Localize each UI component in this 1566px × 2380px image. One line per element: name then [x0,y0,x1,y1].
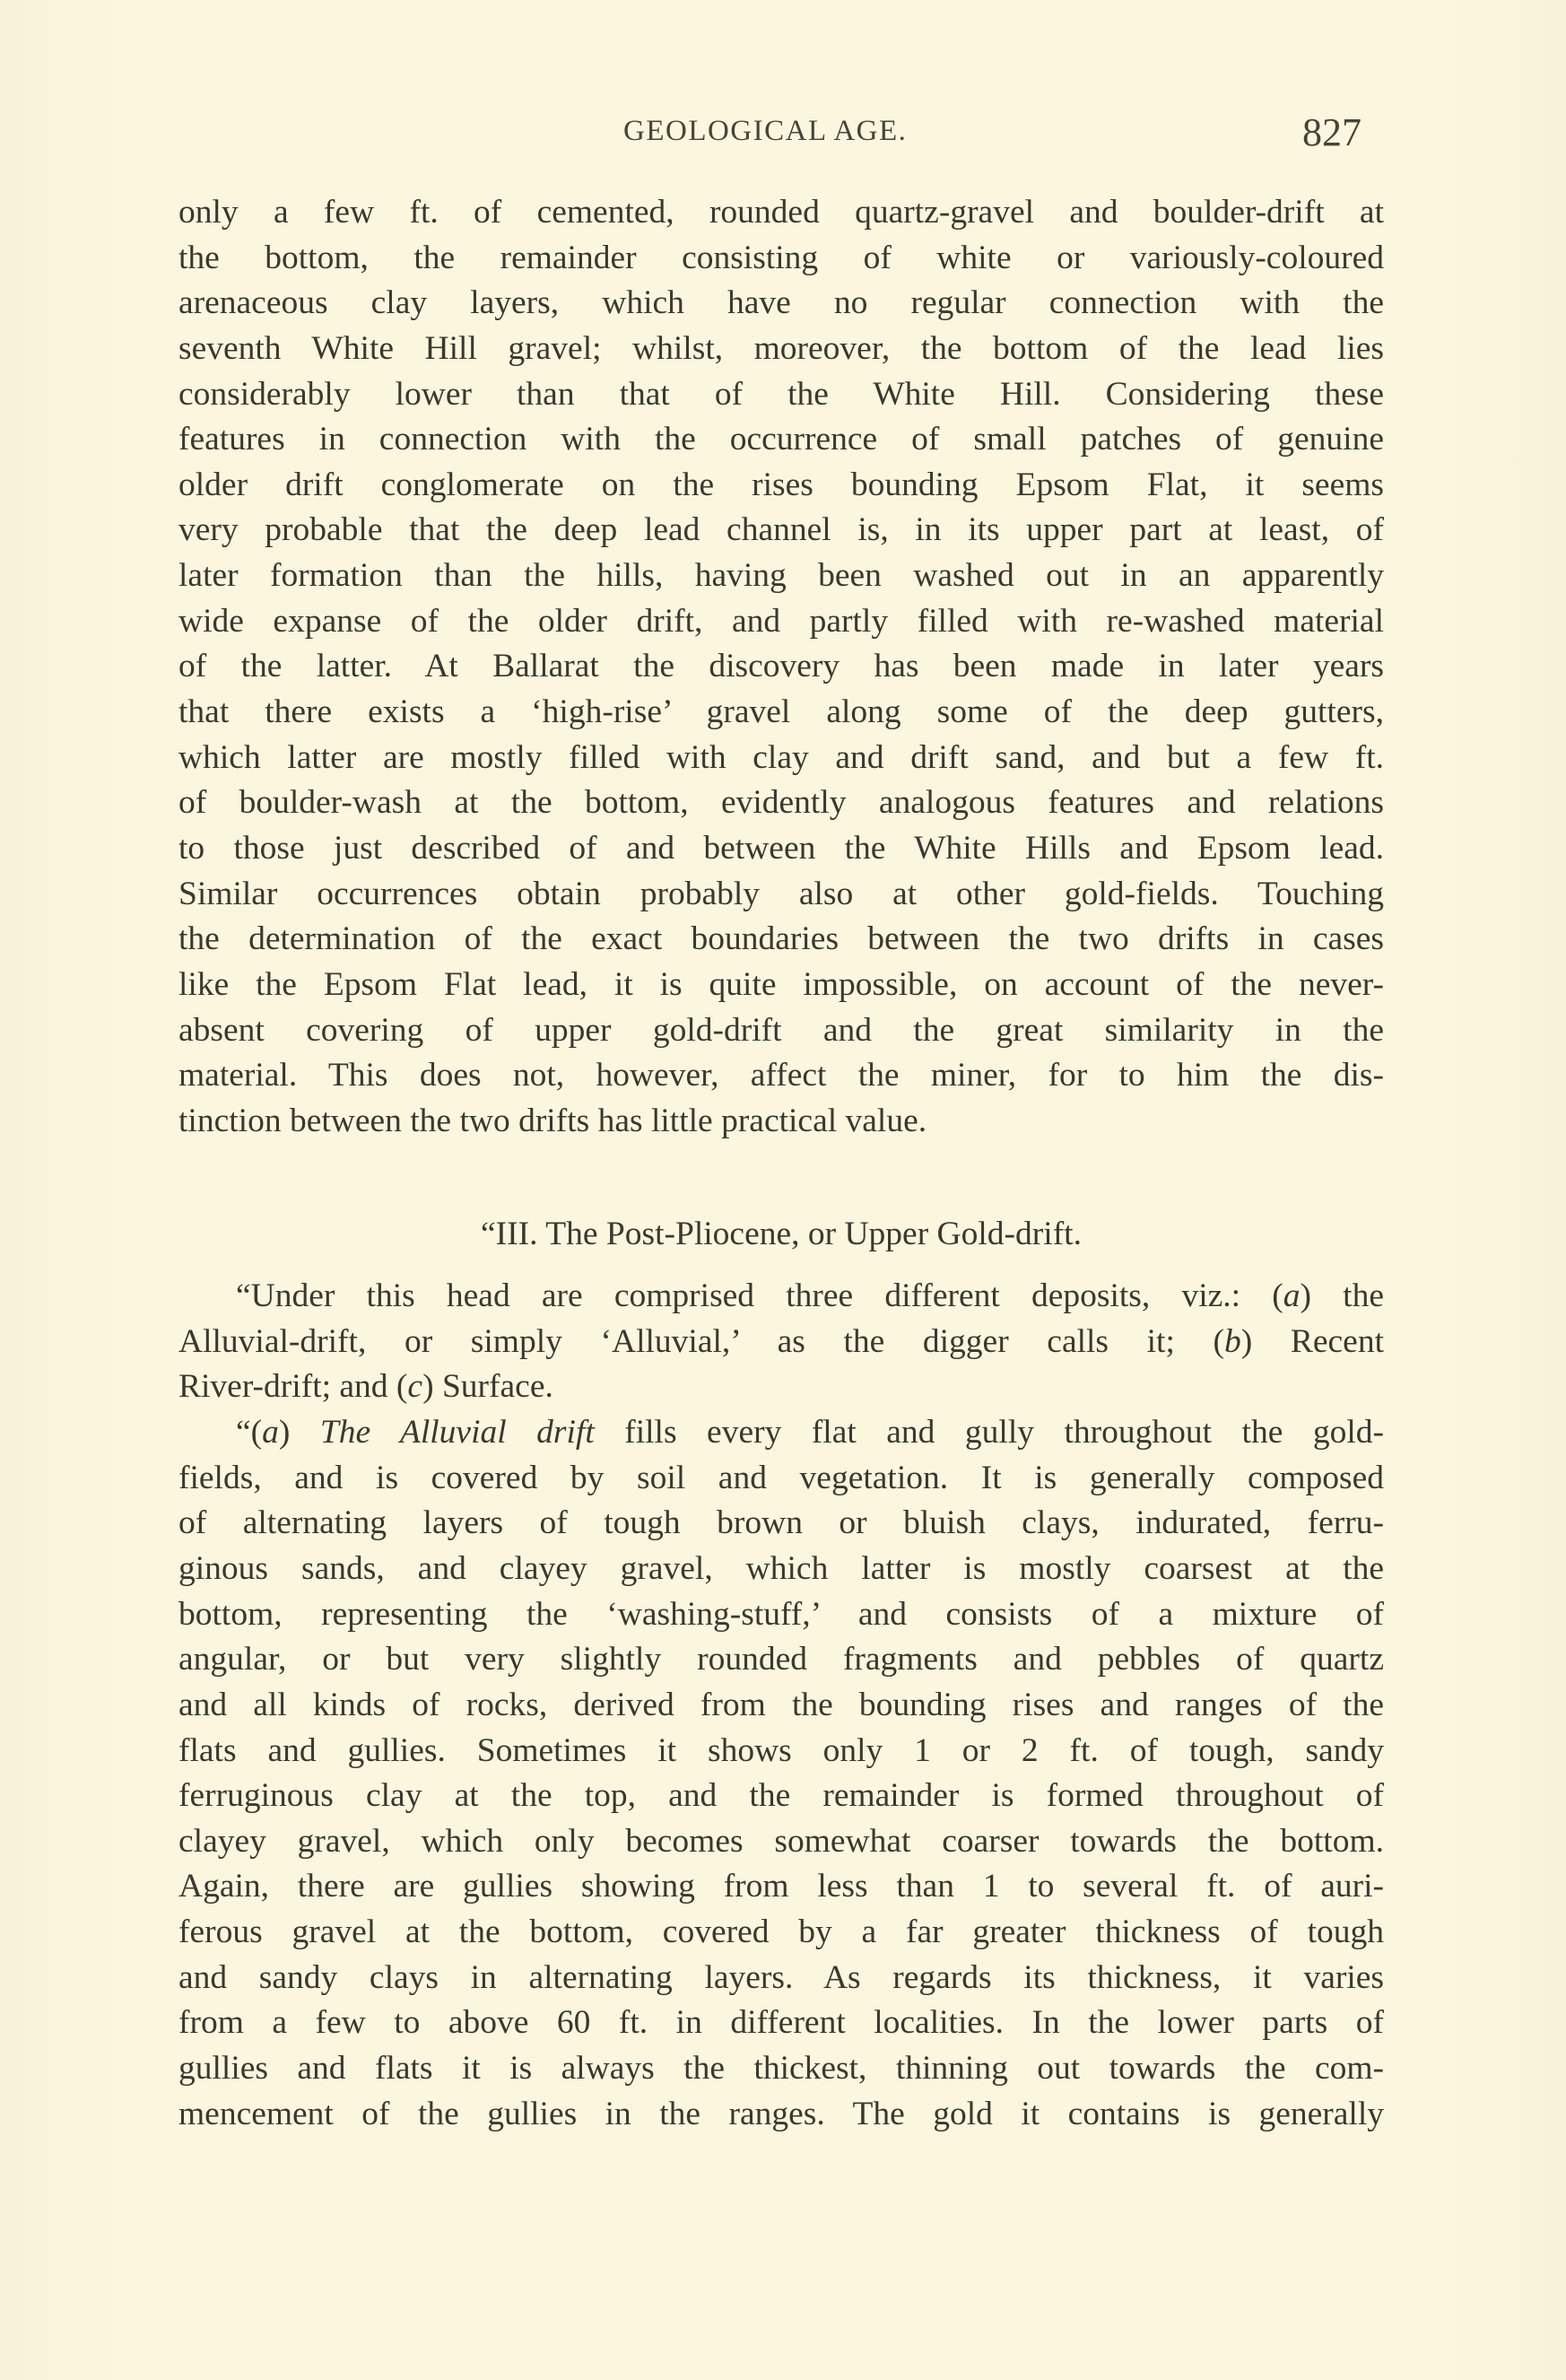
paragraph-continuation [178,190,1384,1144]
text-line: of the latter. At Ballarat the discovery has been made in later years [178,648,1384,685]
text-line: wide expanse of the older drift, and partly filled with re-washed material [178,602,1384,640]
text-line: which latter are mostly filled with clay and drift sand, and but a few ft. [178,738,1384,776]
text-line: like the Epsom Flat lead, it is quite impossible, on account of the never- [178,965,1384,1003]
text-line: considerably lower than that of the White Hill. Considering these [178,375,1384,413]
text-line: clayey gravel, which only becomes somewhat coarser towards the bottom. [178,1822,1384,1860]
text-run: Alluvial-drift, or simply ‘Alluvial,’ as the digger calls it; ( [178,1322,1225,1360]
text-line: features in connection with the occurrence of small patches of genuine [178,421,1384,458]
text-line: of alternating layers of tough brown or bluish clays, indurated, ferru- [178,1504,1384,1542]
section-heading: “III. The Post-Pliocene, or Upper Gold-drift. [481,1216,1082,1253]
text-line: from a few to above 60 ft. in different localities. In the lower parts of [178,2004,1384,2042]
close-paren: ) [278,1414,320,1452]
text-run: Surface. [433,1368,553,1406]
text-run: ) [1240,1322,1253,1360]
text-line [178,1274,1384,1320]
text-run: Recent [1252,1322,1384,1360]
page-number: 827 [1302,110,1362,154]
text-line: only a few ft. of cemented, rounded quartz-gravel and boulder-drift at [178,194,1384,231]
text-line: older drift conglomerate on the rises bounding Epsom Flat, it seems [178,466,1384,503]
paragraph-alluvial-drift [178,1410,1384,2137]
text-line: bottom, representing the ‘washing-stuff,’ and consists of a mixture of [178,1595,1384,1633]
line-rest: fills every flat and gully throughout the gold- [594,1414,1384,1452]
text-run: River-drift; and ( [178,1368,408,1406]
text-run: the [1310,1277,1384,1315]
text-line: absent covering of upper gold-drift and the great similarity in the [178,1011,1384,1049]
text-line: Again, there are gullies showing from less than 1 to several ft. of auri- [178,1868,1384,1905]
text-line: fields, and is covered by soil and vegetation. It is generally composed [178,1459,1384,1496]
running-head [0,109,1566,154]
text-line: and sandy clays in alternating layers. As regards its thickness, it varies [178,1958,1384,1996]
section-gap [178,1144,1384,1212]
text-line: that there exists a ‘high-rise’ gravel along some of the deep gutters, [178,693,1384,731]
text-line: Similar occurrences obtain probably also at other gold-fields. Touching [178,875,1384,912]
text-run: “Under this head are comprised three different deposits, viz.: ( [236,1277,1283,1315]
text-line: arenaceous clay layers, which have no regular connection with the [178,284,1384,322]
text-line: the bottom, the remainder consisting of white or variously-coloured [178,239,1384,276]
text-line: flats and gullies. Sometimes it shows only 1 or 2 ft. of tough, sandy [178,1731,1384,1769]
text-line: mencement of the gullies in the ranges. The gold it contains is generally [178,2095,1384,2132]
text-line: and all kinds of rocks, derived from the bounding rises and ranges of the [178,1686,1384,1723]
item-letter: a [1283,1277,1301,1315]
text-line: ginous sands, and clayey gravel, which latter is mostly coarsest at the [178,1549,1384,1587]
running-title: GEOLOGICAL AGE. [623,115,908,147]
text-line [178,1320,1384,1365]
text-line: later formation than the hills, having been washed out in an apparently [178,557,1384,595]
item-letter: b [1224,1322,1241,1360]
text-line: gullies and flats it is always the thickest, thinning out towards the com- [178,2049,1384,2087]
text-run: ) [1300,1277,1311,1315]
item-letter: c [407,1368,423,1406]
text-run: ) [422,1368,434,1406]
body-text [178,190,1384,2137]
text-line: very probable that the deep lead channel is, in its upper part at least, of [178,511,1384,549]
text-line: ferruginous clay at the top, and the remainder is formed throughout of [178,1777,1384,1815]
paragraph-deposits-intro [178,1274,1384,1410]
text-line: tinction between the two drifts has little practical value. [178,1102,927,1139]
item-letter: a [262,1414,279,1452]
text-line [178,1364,1384,1410]
text-line: ferous gravel at the bottom, covered by a far greater thickness of tough [178,1914,1384,1951]
text-line: of boulder-wash at the bottom, evidently analogous features and relations [178,784,1384,822]
italic-term: The Alluvial drift [319,1414,595,1452]
text-line: angular, or but very slightly rounded fragments and pebbles of quartz [178,1641,1384,1678]
text-line: seventh White Hill gravel; whilst, moreover, the bottom of the lead lies [178,329,1384,367]
heading-gap [178,1258,1384,1274]
text-line: the determination of the exact boundaries between the two drifts in cases [178,920,1384,958]
text-line [178,1410,1384,1456]
text-line: to those just described of and between the White Hills and Epsom lead. [178,829,1384,867]
text-line: material. This does not, however, affect the miner, for to him the dis- [178,1057,1384,1094]
open-quote: “( [236,1414,263,1452]
